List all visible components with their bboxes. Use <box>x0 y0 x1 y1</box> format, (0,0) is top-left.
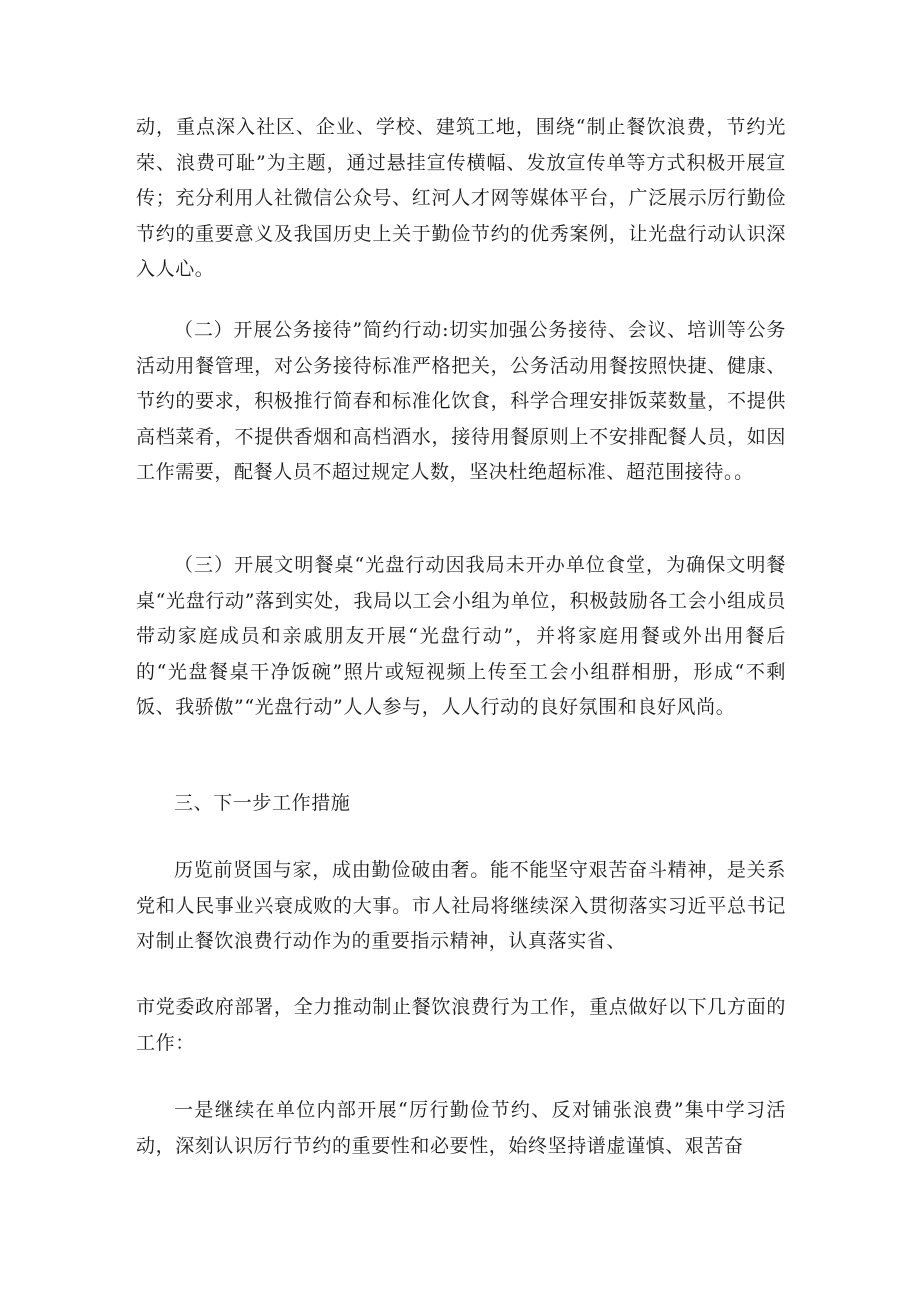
paragraph-point-one: 一是继续在单位内部开展“厉行勤俭节约、反对铺张浪费”集中学习活动，深刻认识厉行节约的重要性和必要性，始终坚持谱虚谨慎、艰苦奋 <box>136 1099 786 1157</box>
paragraph-intro-next-steps: 历览前贤国与家，成由勤俭破由奢。能不能坚守艰苦奋斗精神，是关系党和人民事业兴衰成败的大事。市人社局将继续深入贯彻落实习近平总书记对制止餐饮浪费行动作为的重要指示精神，认真落实省、 <box>136 859 786 953</box>
paragraph-deployment: 市党委政府部署，全力推动制止餐饮浪费行为工作，重点做好以下几方面的工作： <box>136 996 786 1054</box>
paragraph-clean-plate: （三）开展文明餐桌“光盘行动因我局未开办单位食堂，为确保文明餐桌“光盘行动”落到实处，我局以工会小组为单位，积极鼓励各工会小组成员带动家庭成员和亲戚朋友开展“光盘行动”，并将家庭用餐或外出用餐后的“光盘餐桌干净饭碗”照片或短视频上传至工会小组群相册，形成“不剩饭、我骄傲”“光盘行动”人人参与，人人行动的良好氛围和良好风尚。 <box>136 554 786 719</box>
paragraph-official-reception: （二）开展公务接待”简约行动:切实加强公务接待、会议、培训等公务活动用餐管理，对公务接待标准严格把关，公务活动用餐按照快捷、健康、节约的要求，积极推行简春和标准化饮食，科学合理安排饭菜数量，不提供高档菜肴，不提供香烟和高档酒水，接待用餐原则上不安排配餐人员，如因工作需要，配餐人员不超过规定人数，坚决杜绝超标准、超范围接待。。 <box>136 319 786 484</box>
section-heading-next-steps: 三、下一步工作措施 <box>174 792 351 814</box>
paragraph-publicity: 动，重点深入社区、企业、学校、建筑工地，围绕“制止餐饮浪费，节约光荣、浪费可耻”为主题，通过悬挂宣传横幅、发放宣传单等方式积极开展宣传；充分利用人社微信公众号、红河人才网等媒体平台，广泛展示厉行勤俭节约的重要意义及我国历史上关于勤俭节约的优秀案例，让光盘行动认识深入人心。 <box>136 116 786 281</box>
